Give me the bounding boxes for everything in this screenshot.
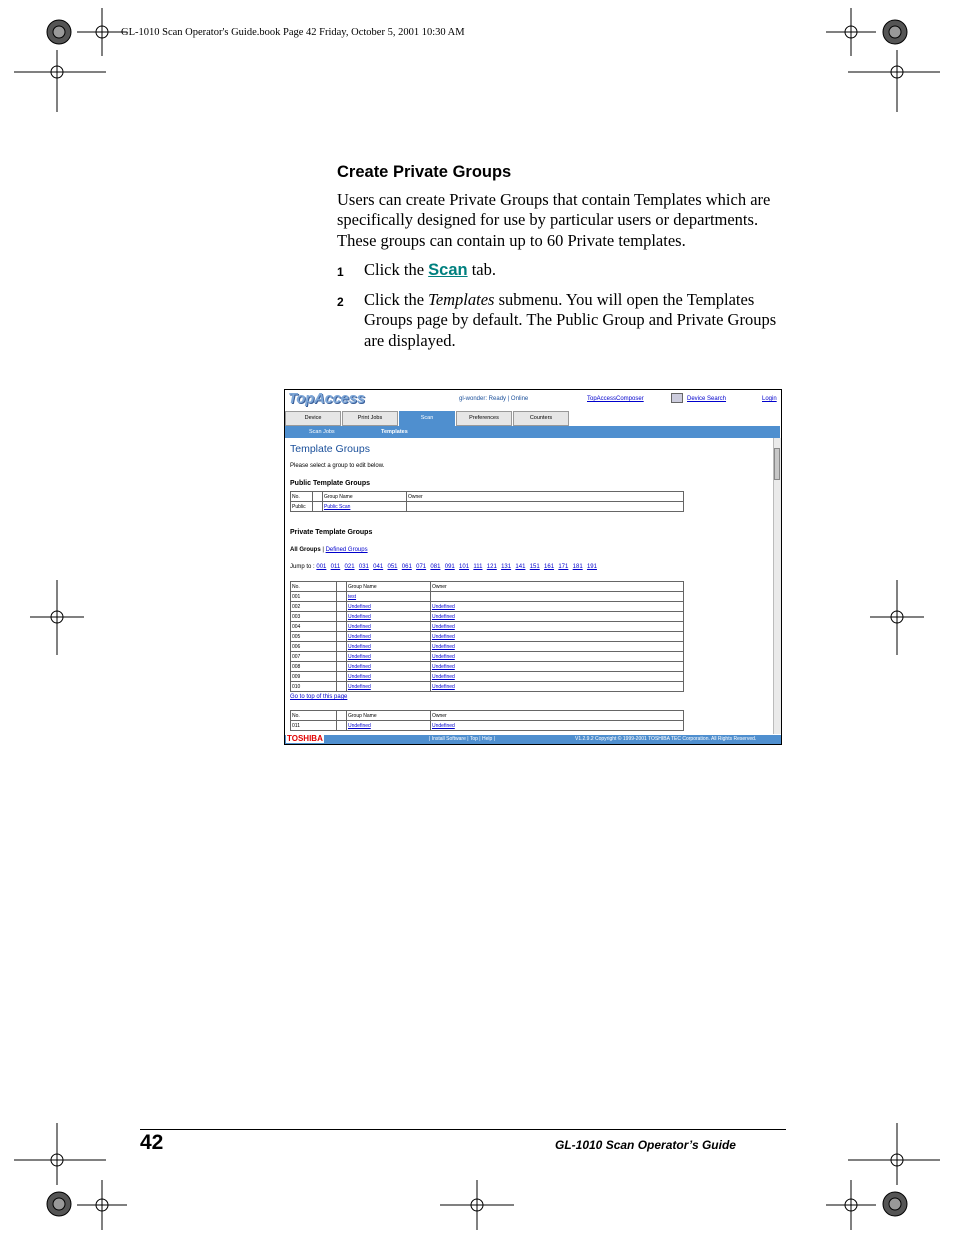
- table-row: [291, 612, 684, 622]
- group-name-link[interactable]: Undefined: [348, 683, 371, 690]
- jump-link[interactable]: 181: [572, 564, 583, 570]
- submenu-bar: [285, 426, 780, 438]
- group-name-link[interactable]: Undefined: [348, 722, 371, 729]
- table-row: [291, 642, 684, 652]
- intro-paragraph: Users can create Private Groups that contain Templates which are specifically designed for use by particular users or departments. These groups can contain up to 60 Private templates.: [337, 190, 771, 250]
- section-heading: Create Private Groups: [337, 163, 512, 181]
- group-number: 008: [291, 662, 337, 672]
- group-number: 010: [291, 682, 337, 692]
- templates-submenu-ref: Templates: [428, 290, 495, 309]
- owner-link[interactable]: Undefined: [432, 613, 455, 620]
- table-row: [291, 721, 684, 731]
- group-number: 005: [291, 632, 337, 642]
- jump-link[interactable]: 031: [358, 564, 369, 570]
- topaccess-logo: TopAccess: [288, 390, 365, 407]
- jump-link[interactable]: 051: [387, 564, 398, 570]
- step-2-number: 2: [337, 295, 344, 309]
- jump-link[interactable]: 191: [586, 564, 597, 570]
- group-number: 003: [291, 612, 337, 622]
- owner-link[interactable]: Undefined: [432, 663, 455, 670]
- public-groups-table: [290, 491, 684, 512]
- owner-link[interactable]: Undefined: [432, 653, 455, 660]
- book-file-header: GL-1010 Scan Operator's Guide.book Page 42 Friday, October 5, 2001 10:30 AM: [121, 27, 465, 38]
- select-instruction: Please select a group to edit below.: [290, 463, 385, 469]
- tab-print-jobs[interactable]: Print Jobs: [342, 411, 398, 426]
- submenu-templates[interactable]: Templates: [381, 429, 408, 435]
- jump-link[interactable]: 101: [459, 564, 470, 570]
- table-row: [291, 652, 684, 662]
- submenu-scan-jobs[interactable]: Scan Jobs: [309, 429, 335, 435]
- tab-counters[interactable]: Counters: [513, 411, 569, 426]
- tab-device[interactable]: Device: [285, 411, 341, 426]
- table-row: Public Public Scan: [291, 502, 684, 512]
- table-header-row: No. Group Name Owner: [291, 582, 684, 592]
- table-row: [291, 632, 684, 642]
- step-2-text: Click the Templates submenu. You will open the Templates Groups page by default. The Public Group and Private Groups are displayed.: [364, 290, 777, 350]
- jump-link[interactable]: 071: [416, 564, 427, 570]
- jump-link[interactable]: 131: [501, 564, 512, 570]
- footer-rule: [140, 1129, 786, 1130]
- group-number: 009: [291, 672, 337, 682]
- group-number: 004: [291, 622, 337, 632]
- group-filter: All Groups | Defined Groups: [290, 547, 368, 553]
- private-groups-table: [290, 581, 684, 692]
- group-name-link[interactable]: Undefined: [348, 613, 371, 620]
- private-groups-heading: Private Template Groups: [290, 529, 373, 536]
- group-name-link[interactable]: Undefined: [348, 643, 371, 650]
- group-name-link[interactable]: Undefined: [348, 663, 371, 670]
- login-link[interactable]: Login: [762, 396, 777, 402]
- device-search-icon: [671, 393, 683, 403]
- group-number: 001: [291, 592, 337, 602]
- owner-link[interactable]: Undefined: [432, 633, 455, 640]
- table-row: [291, 602, 684, 612]
- group-number: 002: [291, 602, 337, 612]
- jump-link[interactable]: 111: [473, 564, 483, 570]
- group-name-link[interactable]: test: [348, 593, 357, 600]
- scrollbar[interactable]: [773, 438, 781, 734]
- jump-link[interactable]: 041: [373, 564, 384, 570]
- group-name-link[interactable]: Undefined: [348, 653, 371, 660]
- owner-link[interactable]: Undefined: [432, 603, 455, 610]
- step-1-number: 1: [337, 265, 344, 279]
- group-name-link[interactable]: Undefined: [348, 603, 371, 610]
- template-groups-title: Template Groups: [290, 443, 370, 455]
- jump-link[interactable]: 161: [544, 564, 555, 570]
- scan-tab-link[interactable]: Scan: [428, 261, 468, 279]
- owner-link[interactable]: Undefined: [432, 643, 455, 650]
- guide-title: GL-1010 Scan Operator’s Guide: [555, 1138, 736, 1152]
- jump-link[interactable]: 091: [444, 564, 455, 570]
- screenshot-footer-bar: [285, 735, 781, 744]
- public-scan-link[interactable]: Public Scan: [324, 503, 351, 510]
- defined-groups-link[interactable]: Defined Groups: [325, 547, 368, 553]
- footer-links[interactable]: | Install Software | Top | Help |: [429, 736, 495, 742]
- table-row: [291, 592, 684, 602]
- group-number: 007: [291, 652, 337, 662]
- jump-link[interactable]: 121: [486, 564, 497, 570]
- jump-link[interactable]: 141: [515, 564, 526, 570]
- jump-link[interactable]: 001: [316, 564, 327, 570]
- table-row: [291, 682, 684, 692]
- jump-link[interactable]: 021: [344, 564, 355, 570]
- device-search-link[interactable]: Device Search: [687, 396, 727, 402]
- jump-link[interactable]: 011: [330, 564, 341, 570]
- topaccess-screenshot: [284, 389, 782, 745]
- group-number: 011: [291, 721, 337, 731]
- go-to-top-link[interactable]: Go to top of this page: [290, 694, 348, 700]
- owner-link[interactable]: Undefined: [432, 623, 455, 630]
- table-row: [291, 662, 684, 672]
- table-header-row: No. Group Name Owner: [291, 492, 684, 502]
- group-name-link[interactable]: Undefined: [348, 633, 371, 640]
- jump-link[interactable]: 171: [558, 564, 569, 570]
- tab-scan[interactable]: Scan: [399, 411, 455, 426]
- owner-link[interactable]: Undefined: [432, 722, 455, 729]
- group-name-link[interactable]: Undefined: [348, 673, 371, 680]
- jump-to-bar: Jump to : 001 011 021 031 041 051 061 071 081 091 101 111 121 131 141 151 161 171 181 191: [290, 564, 597, 570]
- topaccess-composer-link[interactable]: TopAccessComposer: [587, 396, 644, 402]
- jump-link[interactable]: 061: [401, 564, 412, 570]
- group-number: 006: [291, 642, 337, 652]
- owner-link[interactable]: Undefined: [432, 673, 455, 680]
- jump-link[interactable]: 081: [430, 564, 441, 570]
- table-row: [291, 622, 684, 632]
- owner-link[interactable]: Undefined: [432, 683, 455, 690]
- private-groups-table-2: [290, 710, 684, 731]
- scrollbar-thumb[interactable]: [774, 448, 780, 480]
- table-row: [291, 672, 684, 682]
- step-1-text: Click the Scan tab.: [364, 260, 497, 279]
- tab-preferences[interactable]: Preferences: [456, 411, 512, 426]
- table-header-row: No. Group Name Owner: [291, 711, 684, 721]
- public-groups-heading: Public Template Groups: [290, 480, 370, 487]
- footer-copyright: V1.2.9.2 Copyright © 1999-2001 TOSHIBA TEC Corporation. All Rights Reserved.: [575, 736, 757, 742]
- jump-link[interactable]: 151: [529, 564, 540, 570]
- group-name-link[interactable]: Undefined: [348, 623, 371, 630]
- page-number: 42: [140, 1131, 164, 1154]
- device-status: gl-wonder: Ready | Online: [459, 396, 529, 402]
- toshiba-logo: TOSHIBA: [287, 734, 323, 743]
